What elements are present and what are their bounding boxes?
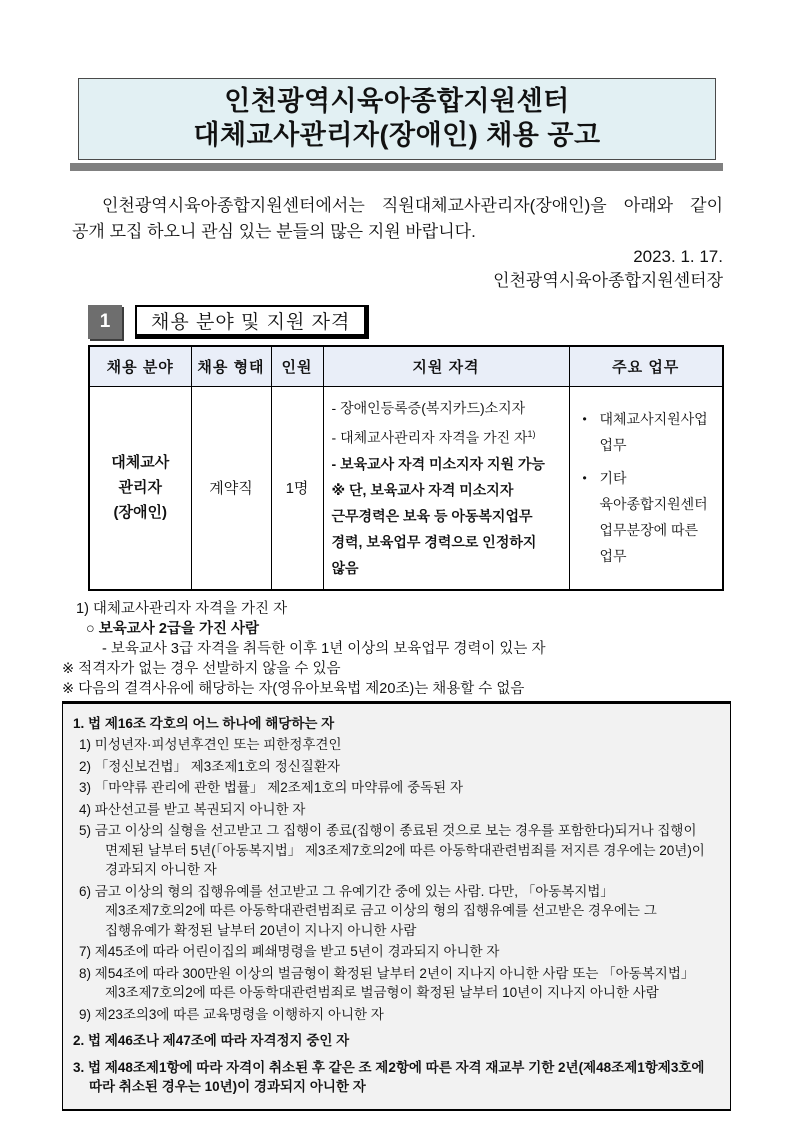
section-1-title: 채용 분야 및 지원 자격	[135, 305, 369, 339]
footnotes	[62, 599, 793, 699]
cell-main-duties	[569, 387, 723, 590]
announcement-title-banner	[78, 78, 716, 160]
legal-sub-item: 9) 제23조의3에 따른 교육명령을 이행하지 아니한 자	[79, 1006, 384, 1022]
col-header-main-duties: 주요 업무	[569, 346, 723, 387]
bullet-icon: •	[582, 412, 587, 427]
section-1-header	[88, 305, 793, 339]
recruit-field-line-1: 대체교사 관리자	[111, 454, 170, 497]
legal-main-item: 1. 법 제16조 각호의 어느 하나에 해당하는 자	[73, 715, 335, 731]
legal-sub-item: 1) 미성년자·피성년후견인 또는 피한정후견인	[79, 737, 342, 753]
legal-sub-item: 8) 제54조에 따라 300만원 이상의 벌금형이 확정된 날부터 2년이 지나지 아니한 사람 또는 「아동복지법」 제3조제7호의2에 따른 아동학대관련범죄로 벌금형이 확정된 날부터 10년이 지나지 아니한 사람	[79, 965, 695, 1001]
footnote-line: - 보육교사 3급 자격을 취득한 이후 1년 이상의 보육업무 경력이 있는 자	[102, 640, 546, 657]
legal-main-item: 2. 법 제46조나 제47조에 따라 자격정지 중인 자	[73, 1033, 350, 1049]
table-header-row	[89, 346, 723, 387]
qualification-item: - 보육교사 자격 미소지자 지원 가능	[331, 455, 545, 472]
section-1-number-badge: 1	[88, 305, 122, 339]
duty-item: • 기타 육아종합지원센터 업무분장에 따른 업무	[580, 465, 717, 569]
title-line-1: 인천광역시육아종합지원센터	[224, 86, 570, 116]
intro-paragraph: 인천광역시육아종합지원센터에서는 직원대체교사관리자(장애인)을 아래와 같이 공개 모집 하오니 관심 있는 분들의 많은 지원 바랍니다.	[72, 196, 723, 241]
qualification-item: - 대체교사관리자 자격을 가진 자$^{1)}$	[331, 429, 536, 446]
cell-employment-type: 계약직	[191, 387, 271, 590]
legal-sub-item: 5) 금고 이상의 실형을 선고받고 그 집행이 종료(집행이 종료된 것으로 보는 경우를 포함한다)되거나 집행이 면제된 날부터 5년(「아동복지법」 제3조제7호의2에 따른 아동학대관련범죄를 저지른 경우에는 20년)이 경과되지 아니한 자	[79, 823, 705, 878]
legal-sub-item: 6) 금고 이상의 형의 집행유예를 선고받고 그 유예기간 중에 있는 사람. 다만, 「아동복지법」 제3조제7호의2에 따른 아동학대관련범죄로 금고 이상의 형의 집행유예를 선고받은 경우에는 그 집행유예가 확정된 날부터 20년이 지나지 아니한 사람	[79, 883, 657, 938]
announcement-date: 2023. 1. 17.	[633, 247, 723, 266]
footnote-marker: 1)	[527, 429, 536, 439]
cell-qualifications	[323, 387, 569, 590]
bullet-icon: •	[582, 471, 587, 486]
title-underline-bar	[70, 163, 723, 171]
cell-recruit-field	[89, 387, 191, 590]
legal-sub-item: 3) 「마약류 관리에 관한 법률」 제2조제1호의 마약류에 중독된 자	[79, 780, 463, 796]
table-row	[89, 387, 723, 590]
col-header-headcount: 인원	[271, 346, 323, 387]
qualification-note: ※ 단, 보육교사 자격 미소지자 근무경력은 보육 등 아동복지업무 경력, 보육업무 경력으로 인정하지 않음	[331, 481, 537, 576]
footnote-line: ※ 다음의 결격사유에 해당하는 자(영유아보육법 제20조)는 채용할 수 없음	[62, 680, 525, 697]
col-header-employment-type: 채용 형태	[191, 346, 271, 387]
legal-sub-item: 4) 파산선고를 받고 복권되지 아니한 자	[79, 801, 306, 817]
qualification-item: - 장애인등록증(복지카드)소지자	[331, 400, 526, 416]
col-header-qualifications: 지원 자격	[323, 346, 569, 387]
recruitment-table	[88, 345, 724, 591]
announcement-signer: 인천광역시육아종합지원센터장	[493, 271, 723, 290]
disqualification-criteria-box	[62, 701, 731, 1111]
footnote-line: ○ 보육교사 2급을 가진 사람	[86, 620, 260, 637]
recruit-field-line-2: (장애인)	[113, 504, 167, 522]
legal-sub-item: 7) 제45조에 따라 어린이집의 폐쇄명령을 받고 5년이 경과되지 아니한 자	[79, 944, 500, 960]
legal-sub-item: 2) 「정신보건법」 제3조제1호의 정신질환자	[79, 758, 340, 774]
cell-headcount: 1명	[271, 387, 323, 590]
legal-main-item: 3. 법 제48조제1항에 따라 자격이 취소된 후 같은 조 제2항에 따른 자격 재교부 기한 2년(제48조제1항제3호에 따라 취소된 경우는 10년)이 경과되지 아니한 자	[73, 1059, 705, 1095]
footnote-line: 1) 대체교사관리자 자격을 가진 자	[76, 600, 288, 617]
title-line-2: 대체교사관리자(장애인) 채용 공고	[193, 120, 601, 150]
duty-item: • 대체교사지원사업 업무	[580, 406, 717, 458]
col-header-recruit-field: 채용 분야	[89, 346, 191, 387]
footnote-line: ※ 적격자가 없는 경우 선발하지 않을 수 있음	[62, 660, 341, 677]
